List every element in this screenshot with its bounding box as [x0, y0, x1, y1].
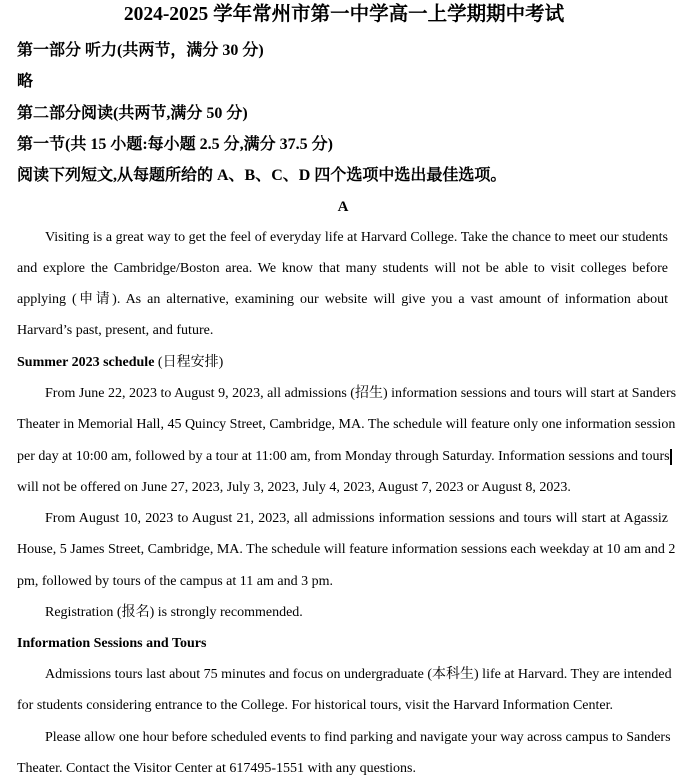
paragraph-line: applying (申请). As an alternative, examining our website will give you a vast amount of information about — [17, 292, 668, 307]
paragraph-line: Please allow one hour before scheduled events to find parking and navigate your way across campus to Sanders — [45, 730, 671, 745]
info-sessions-heading: Information Sessions and Tours — [17, 636, 207, 651]
paragraph-line: for students considering entrance to the College. For historical tours, visit the Harvard Information Center. — [17, 698, 614, 713]
paragraph-line: Visiting is a great way to get the feel of everyday life at Harvard College. Take the chance to meet our students — [45, 230, 668, 245]
summer-schedule-heading-gloss: (日程安排) — [154, 355, 224, 370]
paragraph-line: Harvard’s past, present, and future. — [17, 323, 214, 338]
paragraph-line: and explore the Cambridge/Boston area. We know that many students will not be able to visit colleges before — [17, 261, 668, 276]
summer-schedule-heading — [17, 353, 668, 373]
paragraph-line: pm, followed by tours of the campus at 11 am and 3 pm. — [17, 574, 333, 589]
paragraph-line: From June 22, 2023 to August 9, 2023, all admissions (招生) information sessions and tours will start at Sanders — [45, 386, 677, 401]
exam-title: 2024-2025 学年常州市第一中学高一上学期期中考试 — [123, 4, 565, 25]
instruction-text: 阅读下列短文,从每题所给的 A、B、C、D 四个选项中选出最佳选项。 — [17, 167, 507, 184]
paragraph-line: Theater in Memorial Hall, 45 Quincy Street, Cambridge, MA. The schedule will feature only one information session — [17, 417, 676, 432]
part1-heading: 第一部分 听力(共两节，满分 30 分) — [17, 42, 264, 59]
paragraph-line: will not be offered on June 27, 2023, July 3, 2023, July 4, 2023, August 7, 2023 or August 8, 2023. — [17, 480, 571, 495]
omitted-note: 略 — [17, 73, 34, 90]
paragraph-line: per day at 10:00 am, followed by a tour at 11:00 am, from Monday through Saturday. Information sessions and tours — [17, 449, 670, 464]
paragraph-line: From August 10, 2023 to August 21, 2023, all admissions information sessions and tours will start at Agassiz — [45, 511, 668, 526]
paragraph-line: Admissions tours last about 75 minutes and focus on undergraduate (本科生) life at Harvard. They are intended — [45, 667, 672, 682]
part2-heading: 第二部分阅读(共两节,满分 50 分) — [17, 105, 248, 122]
text-cursor — [670, 449, 672, 465]
passage-letter: A — [337, 199, 349, 215]
summer-schedule-heading-bold: Summer 2023 schedule — [17, 355, 155, 370]
paragraph-line: Registration (报名) is strongly recommended. — [45, 605, 303, 620]
paragraph-line: House, 5 James Street, Cambridge, MA. The schedule will feature information sessions each weekday at 10 am and 2 — [17, 542, 676, 557]
paragraph-line: Theater. Contact the Visitor Center at 617495-1551 with any questions. — [17, 761, 416, 776]
section1-heading: 第一节(共 15 小题:每小题 2.5 分,满分 37.5 分) — [17, 136, 333, 153]
